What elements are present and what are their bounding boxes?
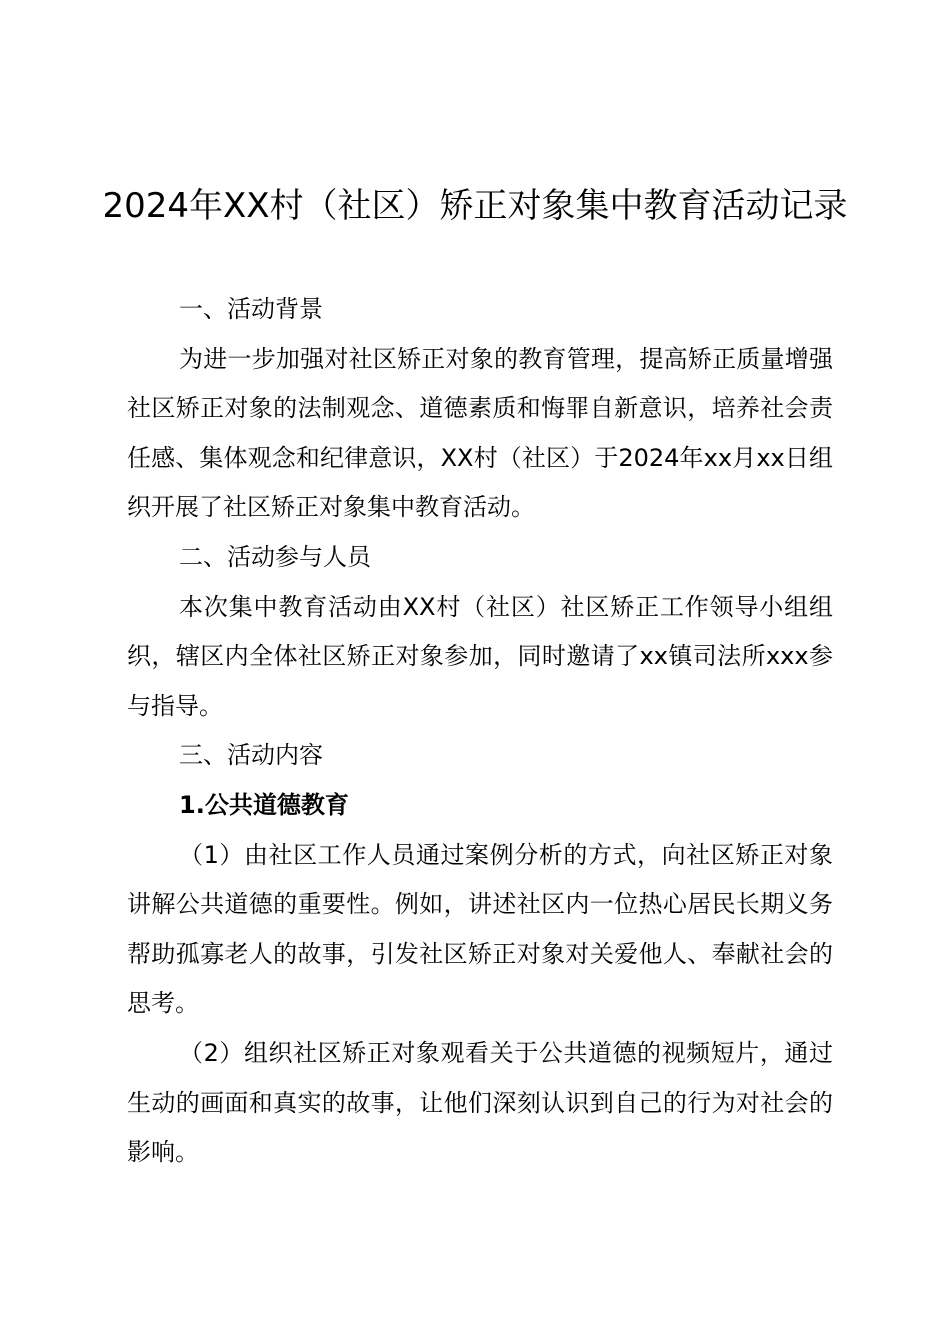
document-body: [127, 285, 833, 1178]
background-paragraph: 为进一步加强对社区矫正对象的教育管理，提高矫正质量增强社区矫正对象的法制观念、道德素质和悔罪自新意识，培养社会责任感、集体观念和纪律意识，XX村（社区）于2024年xx月xx日组织开展了社区矫正对象集中教育活动。: [127, 344, 833, 522]
participants-paragraph: 本次集中教育活动由XX村（社区）社区矫正工作领导小组组织，辖区内全体社区矫正对象参加，同时邀请了xx镇司法所xxx参与指导。: [127, 592, 833, 720]
subsection-heading-public-morality: 1.公共道德教育: [179, 790, 349, 819]
content-item-2: （2）组织社区矫正对象观看关于公共道德的视频短片，通过生动的画面和真实的故事，让他们深刻认识到自己的行为对社会的影响。: [127, 1038, 833, 1167]
section-heading-background: 一、活动背景: [179, 295, 323, 323]
content-item-1: （1）由社区工作人员通过案例分析的方式，向社区矫正对象讲解公共道德的重要性。例如，讲述社区内一位热心居民长期义务帮助孤寡老人的故事，引发社区矫正对象对关爱他人、奉献社会的思考。: [127, 840, 833, 1018]
section-heading-participants: 二、活动参与人员: [179, 542, 371, 571]
document-title: 2024年XX村（社区）矫正对象集中教育活动记录: [102, 186, 848, 226]
section-heading-content: 三、活动内容: [179, 741, 323, 770]
